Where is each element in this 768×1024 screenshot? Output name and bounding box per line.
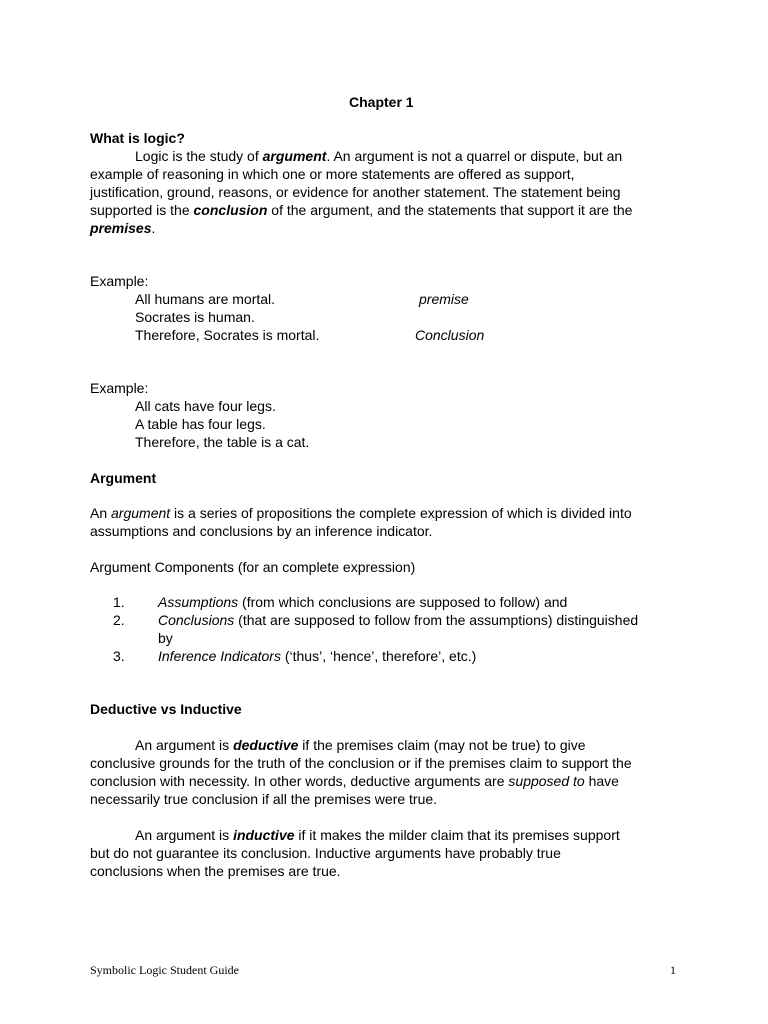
text-run: if the premises claim (may not be true) to give bbox=[298, 737, 586, 753]
example-2-row-3: Therefore, the table is a cat. bbox=[135, 434, 310, 450]
example-1-tag-premise: premise bbox=[419, 291, 469, 307]
text-run: have bbox=[584, 773, 619, 789]
text-run: (from which conclusions are supposed to follow) and bbox=[238, 594, 568, 610]
deductive-paragraph-line-4: necessarily true conclusion if all the premises were true. bbox=[90, 791, 438, 807]
list-item-continuation: by bbox=[158, 630, 173, 646]
text-run: is a series of propositions the complete expression of which is divided into bbox=[170, 505, 632, 521]
example-2-label: Example: bbox=[90, 380, 149, 396]
argument-definition-line-2: assumptions and conclusions by an inference indicator. bbox=[90, 523, 433, 539]
term-conclusion: conclusion bbox=[193, 202, 268, 218]
text-run: supported is the bbox=[90, 202, 194, 218]
term-inference-indicators: Inference Indicators bbox=[158, 648, 281, 664]
logic-paragraph-line-5 bbox=[90, 219, 155, 237]
logic-paragraph-line-2: example of reasoning in which one or more statements are offered as support, bbox=[90, 166, 575, 182]
term-premises: premises bbox=[90, 220, 152, 236]
text-run: An argument is bbox=[135, 827, 234, 843]
list-item bbox=[158, 593, 567, 611]
deductive-paragraph-line-3 bbox=[90, 772, 619, 790]
term-argument-italic: argument bbox=[111, 505, 171, 521]
argument-definition-line-1 bbox=[90, 504, 632, 522]
example-2-row-1: All cats have four legs. bbox=[135, 398, 276, 414]
example-1-row-1: All humans are mortal. bbox=[135, 291, 276, 307]
text-run: An bbox=[90, 505, 112, 521]
logic-paragraph-line-4 bbox=[90, 201, 632, 219]
text-run: Logic is the study of bbox=[135, 148, 263, 164]
list-item-number: 1. bbox=[113, 594, 125, 610]
list-item bbox=[158, 611, 638, 629]
term-inductive: inductive bbox=[233, 827, 295, 843]
footer-page-number: 1 bbox=[670, 963, 676, 977]
section-heading-deductive-vs-inductive: Deductive vs Inductive bbox=[90, 701, 242, 717]
list-item-number: 2. bbox=[113, 612, 125, 628]
term-supposed-to: supposed to bbox=[508, 773, 585, 789]
logic-paragraph-line-1 bbox=[135, 147, 622, 165]
chapter-title: Chapter 1 bbox=[349, 94, 414, 110]
footer-document-title: Symbolic Logic Student Guide bbox=[90, 963, 239, 977]
components-intro: Argument Components (for an complete expression) bbox=[90, 559, 416, 575]
text-run: of the argument, and the statements that support it are the bbox=[267, 202, 633, 218]
list-item bbox=[158, 647, 476, 665]
text-run: (‘thus’, ‘hence’, therefore’, etc.) bbox=[280, 648, 477, 664]
inductive-paragraph-line-3: conclusions when the premises are true. bbox=[90, 863, 341, 879]
text-run: . bbox=[151, 220, 156, 236]
logic-paragraph-line-3: justification, ground, reasons, or evidence for another statement. The statement being bbox=[90, 184, 621, 200]
text-run: if it makes the milder claim that its premises support bbox=[294, 827, 620, 843]
text-run: . An argument is not a quarrel or dispute, but an bbox=[326, 148, 623, 164]
text-run: conclusion with necessity. In other words, deductive arguments are bbox=[90, 773, 509, 789]
term-deductive: deductive bbox=[233, 737, 299, 753]
section-heading-what-is-logic: What is logic? bbox=[90, 130, 185, 146]
deductive-paragraph-line-1 bbox=[135, 736, 586, 754]
example-1-row-2: Socrates is human. bbox=[135, 309, 255, 325]
example-1-tag-conclusion: Conclusion bbox=[415, 327, 485, 343]
text-run: An argument is bbox=[135, 737, 234, 753]
inductive-paragraph-line-2: but do not guarantee its conclusion. Inductive arguments have probably true bbox=[90, 845, 561, 861]
list-item-number: 3. bbox=[113, 648, 125, 664]
term-assumptions: Assumptions bbox=[158, 594, 239, 610]
example-1-label: Example: bbox=[90, 273, 149, 289]
section-heading-argument: Argument bbox=[90, 470, 157, 486]
term-conclusions: Conclusions bbox=[158, 612, 235, 628]
example-2-row-2: A table has four legs. bbox=[135, 416, 266, 432]
deductive-paragraph-line-2: conclusive grounds for the truth of the conclusion or if the premises claim to support the bbox=[90, 755, 632, 771]
inductive-paragraph-line-1 bbox=[135, 826, 620, 844]
text-run: (that are supposed to follow from the assumptions) distinguished bbox=[234, 612, 639, 628]
example-1-row-3: Therefore, Socrates is mortal. bbox=[135, 327, 320, 343]
term-argument: argument bbox=[262, 148, 327, 164]
